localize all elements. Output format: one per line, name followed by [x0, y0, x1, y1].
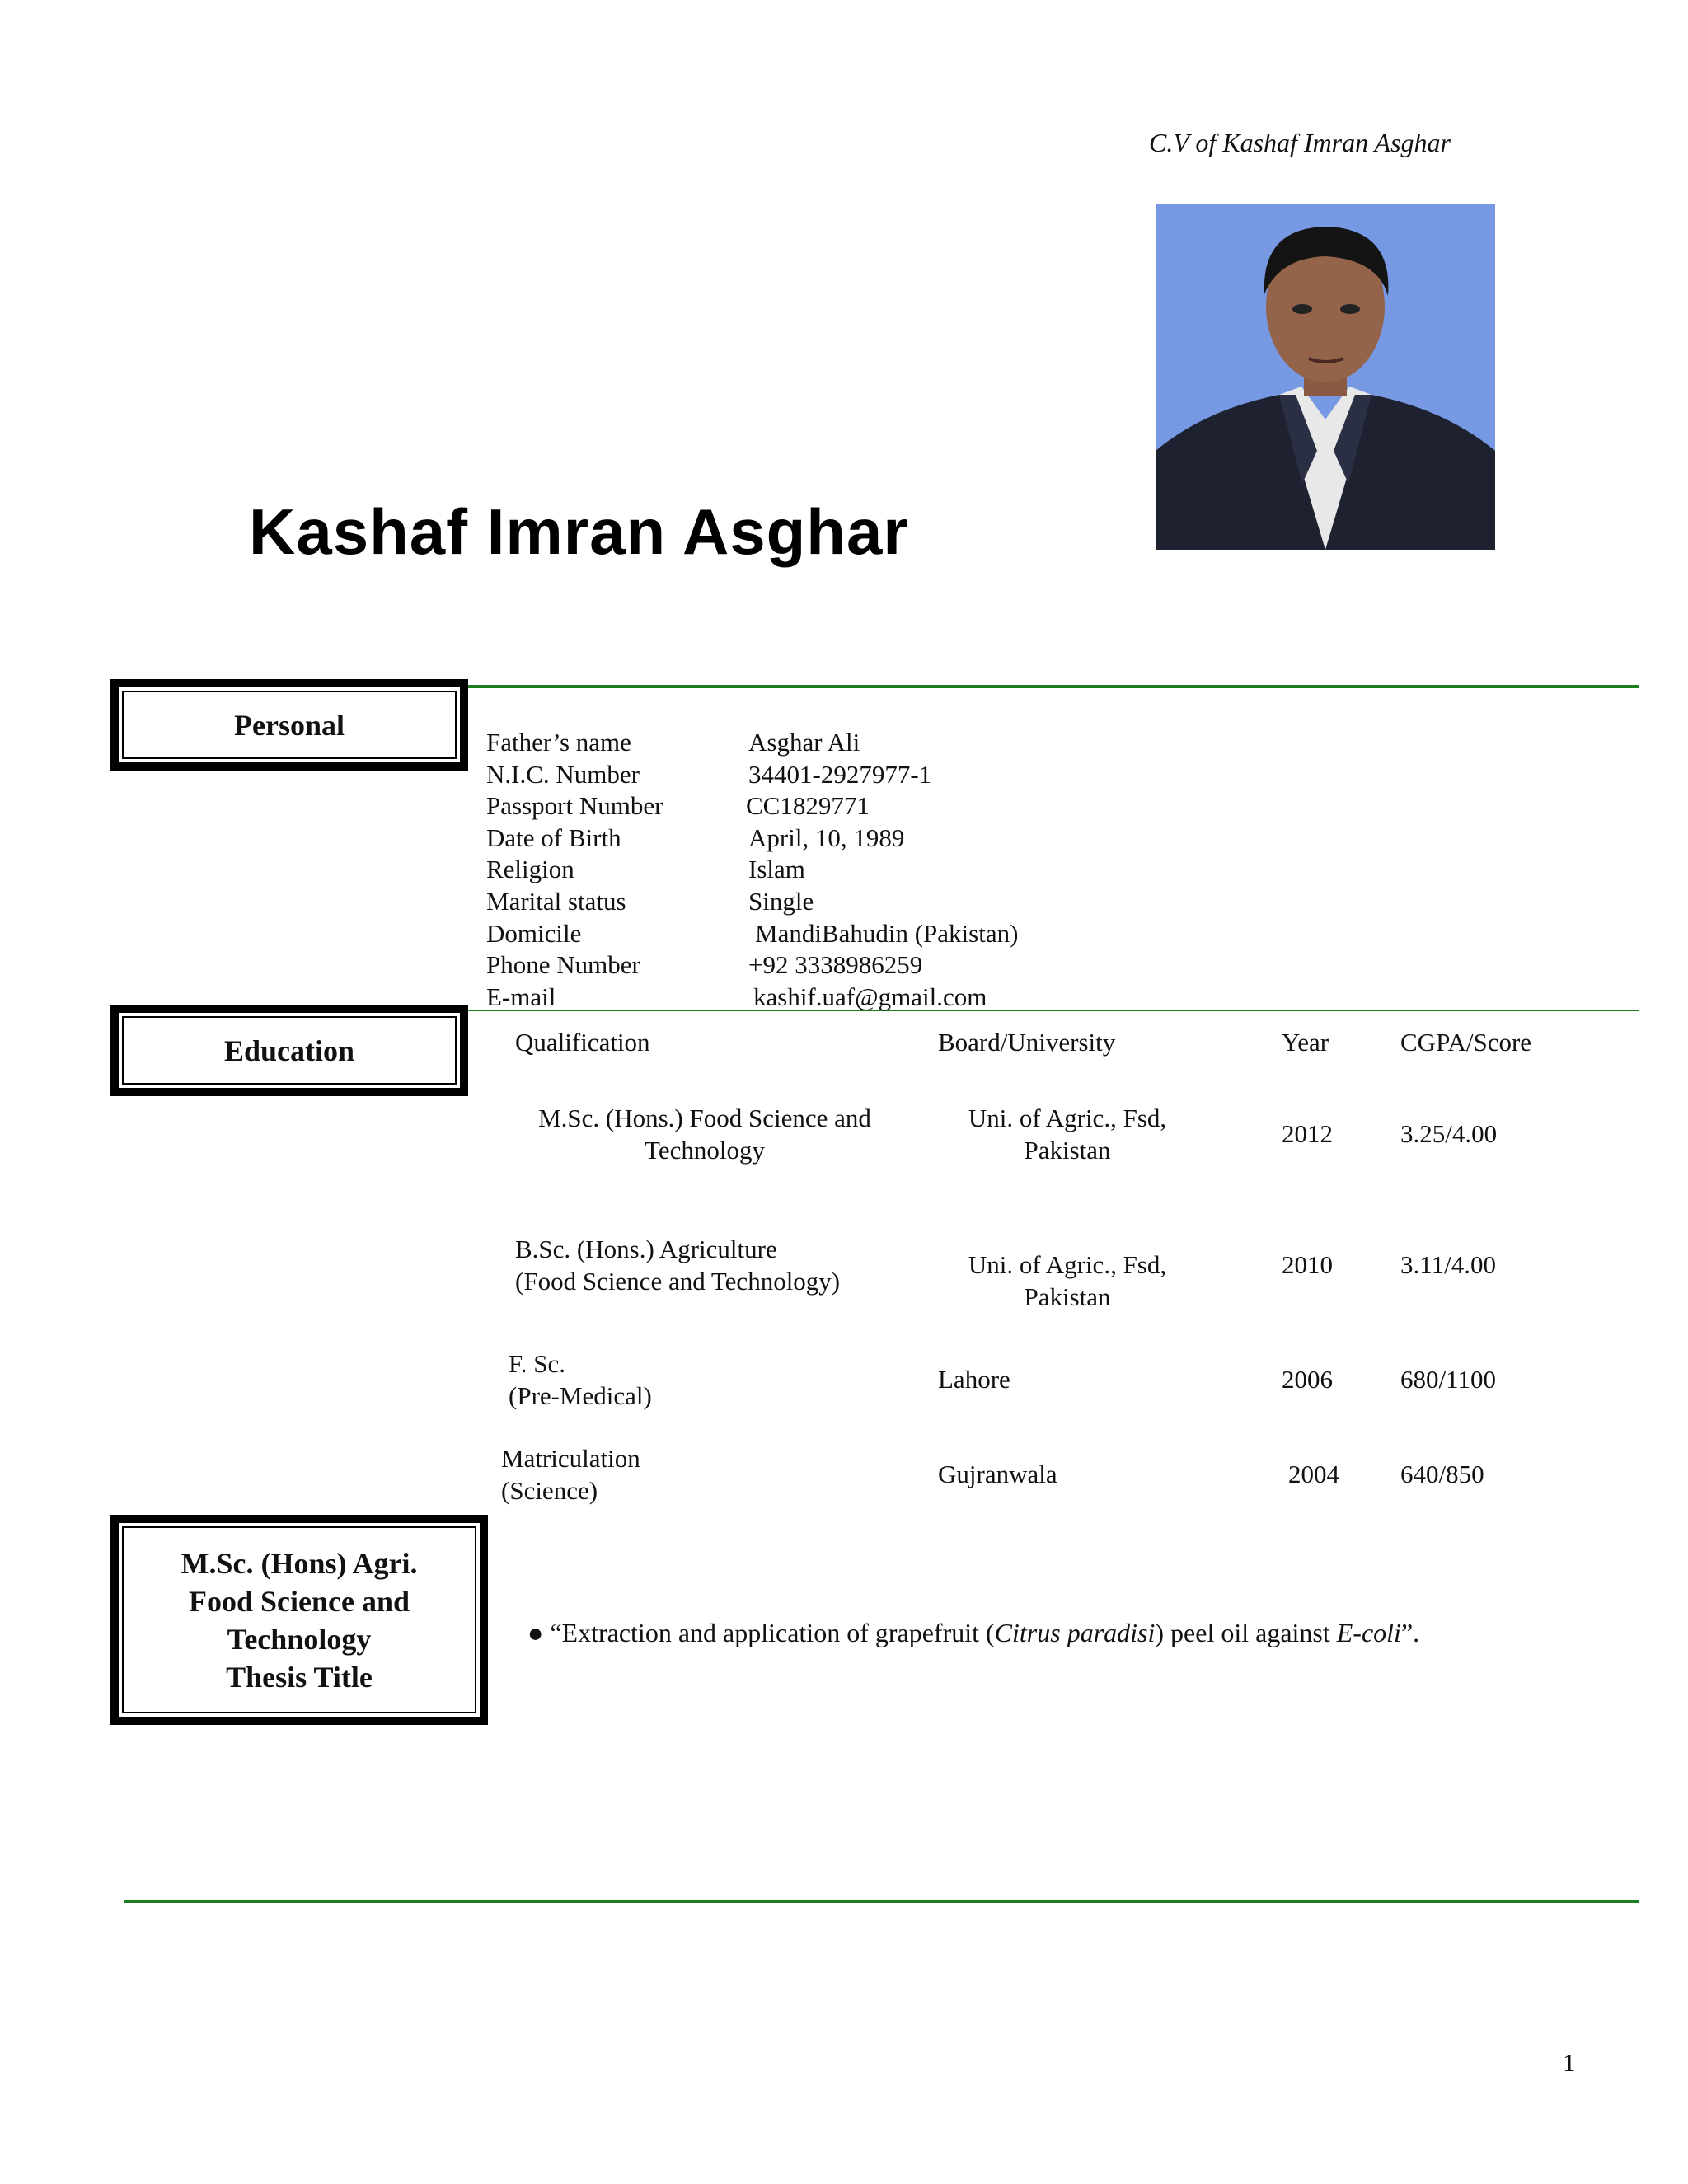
thesis-text-middle: ) peel oil against	[1155, 1618, 1337, 1647]
thesis-text-end: ”.	[1400, 1618, 1420, 1647]
education-row-3-qualification	[509, 1347, 652, 1412]
personal-label: Passport Number	[486, 791, 663, 821]
education-row-4-qualification	[501, 1442, 640, 1507]
board-line: Uni. of Agric., Fsd,	[968, 1104, 1167, 1132]
personal-value: +92 3338986259	[748, 950, 923, 980]
personal-label: Father’s name	[486, 728, 631, 757]
education-header-board: Board/University	[938, 1028, 1116, 1057]
personal-value: CC1829771	[746, 791, 870, 821]
education-row-3-score: 680/1100	[1400, 1365, 1496, 1394]
section-divider-top	[465, 685, 1639, 688]
thesis-text-start: “Extraction and application of grapefruit (	[550, 1618, 995, 1647]
personal-value: kashif.uaf@gmail.com	[753, 982, 987, 1011]
personal-label: Phone Number	[486, 950, 640, 980]
education-row-2-score: 3.11/4.00	[1400, 1250, 1496, 1279]
education-header-score: CGPA/Score	[1400, 1028, 1532, 1057]
education-row-3-year: 2006	[1282, 1365, 1333, 1394]
page-number: 1	[1563, 2048, 1576, 2077]
qualification-line: Matriculation	[501, 1444, 640, 1473]
section-heading-thesis-label	[122, 1526, 476, 1713]
education-row-1-score: 3.25/4.00	[1400, 1119, 1498, 1148]
personal-label: Religion	[486, 855, 574, 884]
board-line: Pakistan	[1024, 1282, 1111, 1311]
personal-value: Single	[748, 886, 814, 916]
education-row-2-year: 2010	[1282, 1250, 1333, 1279]
person-portrait-icon	[1156, 204, 1495, 550]
profile-photo	[1156, 204, 1495, 550]
qualification-line: B.Sc. (Hons.) Agriculture	[515, 1235, 777, 1263]
qualification-line: (Food Science and Technology)	[515, 1267, 841, 1296]
thesis-heading-line: Thesis Title	[226, 1660, 373, 1694]
personal-value: Islam	[748, 855, 805, 884]
personal-label: Domicile	[486, 918, 582, 948]
thesis-organism: E-coli	[1336, 1618, 1401, 1647]
education-row-2-qualification	[515, 1233, 840, 1297]
thesis-heading-line: Food Science and	[188, 1584, 410, 1618]
education-row-4-board: Gujranwala	[938, 1460, 1057, 1488]
section-divider-middle	[465, 1010, 1639, 1011]
education-header-year: Year	[1282, 1028, 1329, 1057]
bullet-icon: ●	[528, 1618, 544, 1647]
page-title-name: Kashaf Imran Asghar	[249, 495, 909, 568]
thesis-heading-line: Technology	[227, 1622, 372, 1656]
personal-value: April, 10, 1989	[748, 823, 905, 852]
education-row-3-board: Lahore	[938, 1365, 1010, 1394]
personal-value: 34401-2927977-1	[748, 759, 932, 789]
cv-header-caption: C.V of Kashaf Imran Asghar	[1149, 128, 1451, 157]
board-line: Pakistan	[1024, 1136, 1111, 1165]
thesis-species: Citrus paradisi	[994, 1618, 1156, 1647]
personal-label: Date of Birth	[486, 823, 621, 852]
thesis-heading-line: M.Sc. (Hons) Agri.	[181, 1546, 418, 1580]
qualification-line: M.Sc. (Hons.) Food Science and	[538, 1104, 871, 1132]
section-heading-personal-label: Personal	[122, 691, 457, 759]
section-divider-bottom	[124, 1900, 1639, 1903]
education-row-4-year: 2004	[1288, 1460, 1339, 1488]
education-row-1-year: 2012	[1282, 1119, 1333, 1148]
education-row-2-board	[915, 1249, 1220, 1313]
education-row-4-score: 640/850	[1400, 1460, 1484, 1488]
board-line: Uni. of Agric., Fsd,	[968, 1250, 1167, 1279]
education-header-qualification: Qualification	[515, 1028, 650, 1057]
qualification-line: (Science)	[501, 1476, 598, 1505]
personal-label: E-mail	[486, 982, 556, 1011]
personal-value: Asghar Ali	[748, 728, 860, 757]
personal-label: N.I.C. Number	[486, 759, 640, 789]
personal-label: Marital status	[486, 886, 626, 916]
section-heading-personal	[110, 679, 468, 771]
education-row-1-qualification	[495, 1102, 915, 1166]
qualification-line: F. Sc.	[509, 1349, 566, 1378]
personal-value: MandiBahudin (Pakistan)	[755, 918, 1019, 948]
qualification-line: Technology	[645, 1136, 765, 1165]
section-heading-thesis	[110, 1515, 488, 1725]
qualification-line: (Pre-Medical)	[509, 1381, 652, 1410]
education-row-1-board	[915, 1102, 1220, 1166]
section-heading-education	[110, 1005, 468, 1096]
thesis-title	[528, 1618, 1419, 1648]
section-heading-education-label: Education	[122, 1016, 457, 1085]
